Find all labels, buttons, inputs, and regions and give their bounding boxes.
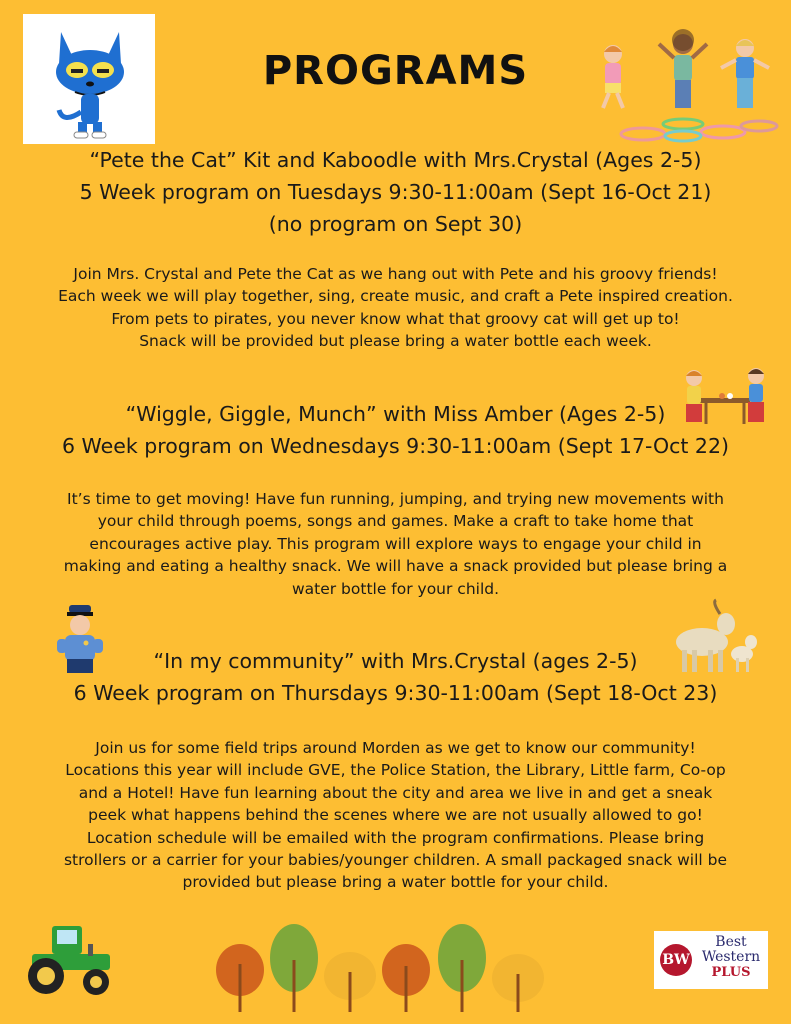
description-line: It’s time to get moving! Have fun running, jumping, and trying new movements with [67, 490, 724, 508]
description-line: Each week we will play together, sing, create music, and craft a Pete inspired creation. [58, 287, 733, 306]
description-line: Location schedule will be emailed with the program confirmations. Please bring [86, 828, 705, 847]
description-line: making and eating a healthy snack. We will have a snack provided but please bring a [63, 557, 728, 576]
program-title-line: “Wiggle, Giggle, Munch” with Miss Amber (Ages 2-5) [125, 402, 666, 426]
program-schedule-line: 5 Week program on Tuesdays 9:30-11:00am (Sept 16-Oct 21) [79, 180, 712, 204]
description-line: Snack will be provided but please bring a water bottle each week. [139, 332, 652, 351]
description-line: Join Mrs. Crystal and Pete the Cat as we hang out with Pete and his groovy friends! [73, 265, 718, 283]
program-description [14, 737, 777, 894]
logo-line-western: Western [701, 949, 761, 965]
program-schedule-line: 6 Week program on Wednesdays 9:30-11:00am (Sept 17-Oct 22) [61, 434, 730, 458]
autumn-trees-icon [214, 924, 554, 1014]
bw-badge: BW [660, 944, 692, 976]
logo-text [696, 935, 766, 981]
description-line: Locations this year will include GVE, the Police Station, the Library, Little farm, Co-op [65, 761, 726, 780]
logo-line-plus: PLUS [711, 965, 751, 980]
program-description [14, 263, 777, 353]
page-title: PROGRAMS [262, 48, 529, 94]
description-line: provided but please bring a water bottle for your child. [182, 873, 609, 892]
program-heading [0, 398, 791, 462]
program-heading [0, 144, 791, 240]
program-note-line: (no program on Sept 30) [268, 212, 523, 236]
description-line: encourages active play. This program will explore ways to engage your child in [89, 534, 702, 553]
description-line: and a Hotel! Have fun learning about the city and area we live in and get a sneak [78, 783, 713, 802]
logo-line-best: Best [715, 934, 747, 950]
program-heading [0, 645, 791, 709]
description-line: your child through poems, songs and games. Make a craft to take home that [97, 512, 694, 531]
tractor-icon [22, 920, 114, 998]
description-line: strollers or a carrier for your babies/younger children. A small packaged snack will be [63, 851, 728, 870]
description-line: water bottle for your child. [291, 579, 500, 598]
program-title-line: “In my community” with Mrs.Crystal (ages 2-5) [153, 649, 638, 673]
description-line: From pets to pirates, you never know what that groovy cat will get up to! [111, 309, 680, 328]
program-description [14, 488, 777, 600]
program-schedule-line: 6 Week program on Thursdays 9:30-11:00am (Sept 18-Oct 23) [73, 681, 718, 705]
dancing-kids-icon [583, 28, 783, 146]
best-western-logo [654, 931, 768, 989]
description-line: peek what happens behind the scenes where we are not usually allowed to go! [88, 806, 703, 825]
description-line: Join us for some field trips around Morden as we get to know our community! [95, 739, 696, 757]
program-title-line: “Pete the Cat” Kit and Kaboodle with Mrs.Crystal (Ages 2-5) [89, 148, 702, 172]
